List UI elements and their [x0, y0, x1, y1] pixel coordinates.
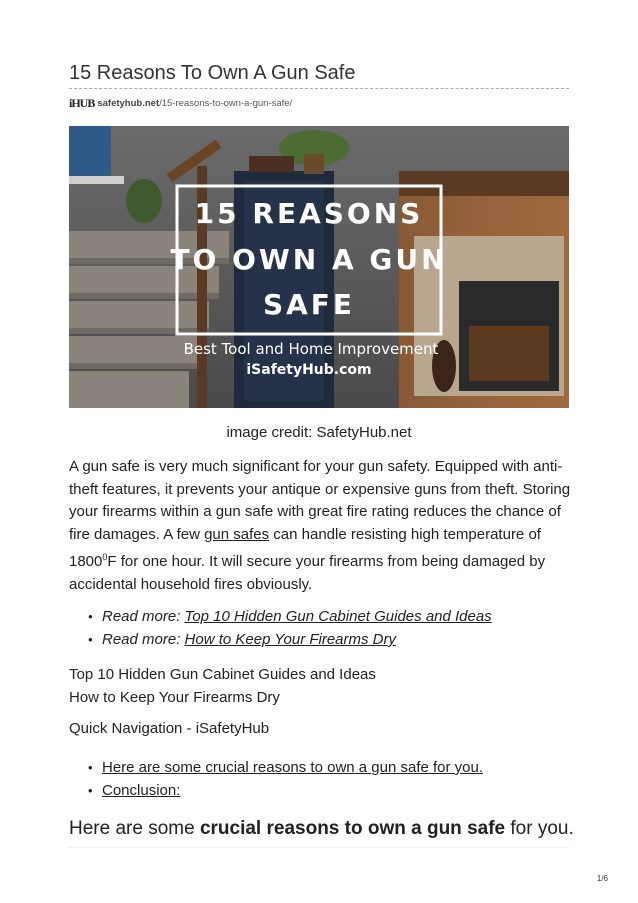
source-path: /15-reasons-to-own-a-gun-safe/	[159, 98, 293, 109]
source-domain: safetyhub.net	[97, 98, 160, 109]
section-heading-post: for you.	[505, 818, 574, 839]
read-more-prefix: Read more:	[102, 631, 185, 648]
intro-paragraph	[69, 456, 574, 596]
nav-link-crucial-reasons[interactable]: Here are some crucial reasons to own a gun safe for you.	[102, 759, 484, 776]
section-heading-bold: crucial reasons to own a gun safe	[199, 818, 506, 839]
source-url-link[interactable]	[97, 98, 292, 109]
read-more-link-firearms-dry[interactable]: How to Keep Your Firearms Dry	[184, 631, 397, 648]
paragraph-text-3: F for one hour. It will secure your firearms from being damaged by accidental household fires obviously.	[69, 553, 546, 593]
gun-safes-link[interactable]: gun safes	[204, 525, 270, 543]
hero-line1: 15 REASONS	[194, 197, 424, 230]
hero-line2: TO OWN A GUN	[170, 243, 448, 276]
read-more-list	[88, 605, 492, 651]
hero-line3: SAFE	[262, 288, 356, 321]
list-item	[88, 605, 492, 628]
hero-brand: iSafetyHub.com	[246, 362, 372, 378]
title-divider	[69, 88, 569, 89]
plain-line: How to Keep Your Firearms Dry	[69, 689, 280, 706]
paragraph-text-2: can handle resisting high temperature of 1800	[69, 525, 541, 570]
quick-navigation-list	[88, 756, 483, 802]
hero-image	[69, 126, 569, 408]
section-heading-pre: Here are some	[69, 818, 200, 839]
source-line	[69, 96, 292, 111]
read-more-link-hidden-cabinet[interactable]: Top 10 Hidden Gun Cabinet Guides and Ideas	[184, 608, 492, 625]
list-item	[88, 628, 492, 651]
page-number: 1/6	[596, 874, 608, 883]
degree-superscript: 0	[102, 552, 108, 562]
section-heading	[69, 818, 574, 840]
plain-line: Top 10 Hidden Gun Cabinet Guides and Ideas	[69, 666, 376, 683]
page-title: 15 Reasons To Own A Gun Safe	[69, 62, 356, 84]
list-item	[88, 779, 483, 802]
read-more-prefix: Read more:	[102, 608, 185, 625]
plain-lines	[69, 663, 376, 709]
site-logo: iHUB	[69, 96, 95, 110]
hero-tagline: Best Tool and Home Improvement	[183, 340, 439, 358]
nav-link-conclusion[interactable]: Conclusion:	[102, 782, 181, 799]
section-divider	[69, 847, 569, 848]
image-caption: image credit: SafetyHub.net	[226, 424, 412, 441]
quick-navigation-heading: Quick Navigation - iSafetyHub	[69, 720, 270, 737]
list-item	[88, 756, 483, 779]
paragraph-text-1: A gun safe is very much significant for your gun safety. Equipped with anti-theft features, it prevents your antique or expensive guns from theft. Storing your firearms within a gun safe with great fire rating reduces the chance of fire damages. A few	[69, 458, 571, 543]
